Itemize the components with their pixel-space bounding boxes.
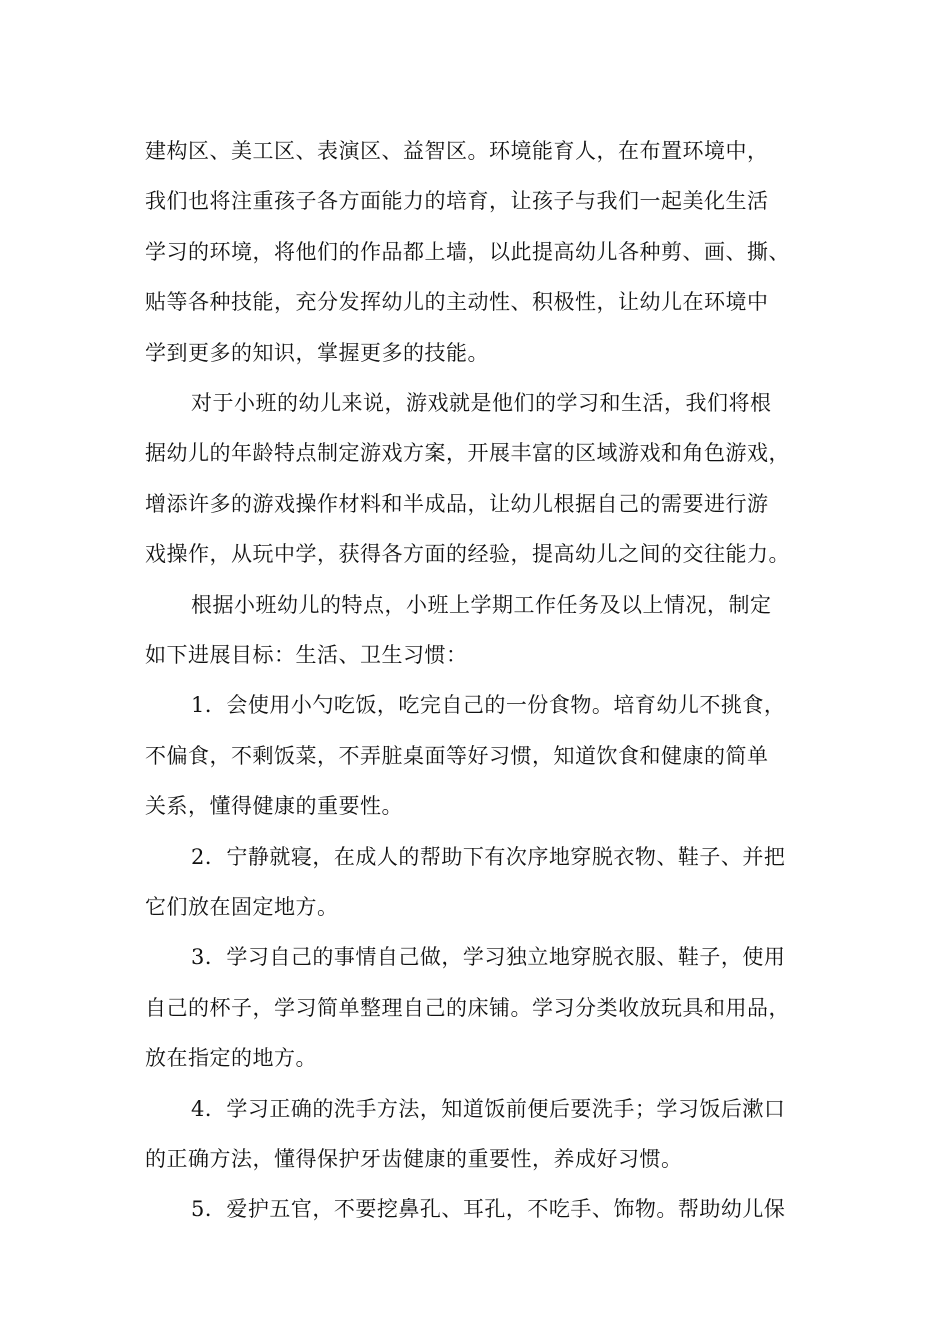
- text-line: 据幼儿的年龄特点制定游戏方案，开展丰富的区域游戏和角色游戏，: [145, 441, 790, 465]
- text-line: 放在指定的地方。: [145, 1046, 317, 1070]
- paragraph-start: 对于小班的幼儿来说，游戏就是他们的学习和生活，我们将根: [191, 391, 772, 415]
- paragraph-start: 根据小班幼儿的特点，小班上学期工作任务及以上情况，制定: [191, 593, 772, 617]
- text-line: 建构区、美工区、表演区、益智区。环境能育人，在布置环境中，: [145, 139, 769, 163]
- text-line: 不偏食，不剩饭菜，不弄脏桌面等好习惯，知道饮食和健康的简单: [145, 744, 769, 768]
- text-line: 它们放在固定地方。: [145, 895, 339, 919]
- text-line: 贴等各种技能，充分发挥幼儿的主动性、积极性，让幼儿在环境中: [145, 290, 769, 314]
- text-line: 自己的杯子，学习简单整理自己的床铺。学习分类收放玩具和用品，: [145, 996, 790, 1020]
- text-line: 我们也将注重孩子各方面能力的培育，让孩子与我们一起美化生活: [145, 189, 769, 213]
- list-item-1: 1．会使用小勺吃饭，吃完自己的一份食物。培育幼儿不挑食，: [191, 693, 786, 717]
- text-line: 学习的环境，将他们的作品都上墙，以此提高幼儿各种剪、画、撕、: [145, 240, 790, 264]
- text-line: 戏操作，从玩中学，获得各方面的经验，提高幼儿之间的交往能力。: [145, 542, 790, 566]
- text-line: 关系，懂得健康的重要性。: [145, 794, 403, 818]
- list-item-2: 2．宁静就寝，在成人的帮助下有次序地穿脱衣物、鞋子、并把: [191, 845, 786, 869]
- text-line: 增添许多的游戏操作材料和半成品，让幼儿根据自己的需要进行游: [145, 492, 769, 516]
- text-line: 学到更多的知识，掌握更多的技能。: [145, 341, 489, 365]
- text-line: 的正确方法，懂得保护牙齿健康的重要性，养成好习惯。: [145, 1147, 683, 1171]
- text-line: 如下进展目标：生活、卫生习惯：: [145, 643, 468, 667]
- list-item-3: 3．学习自己的事情自己做，学习独立地穿脱衣服、鞋子，使用: [191, 945, 786, 969]
- list-item-5: 5．爱护五官，不要挖鼻孔、耳孔，不吃手、饰物。帮助幼儿保: [191, 1197, 786, 1221]
- list-item-4: 4．学习正确的洗手方法，知道饭前便后要洗手；学习饭后漱口: [191, 1097, 786, 1121]
